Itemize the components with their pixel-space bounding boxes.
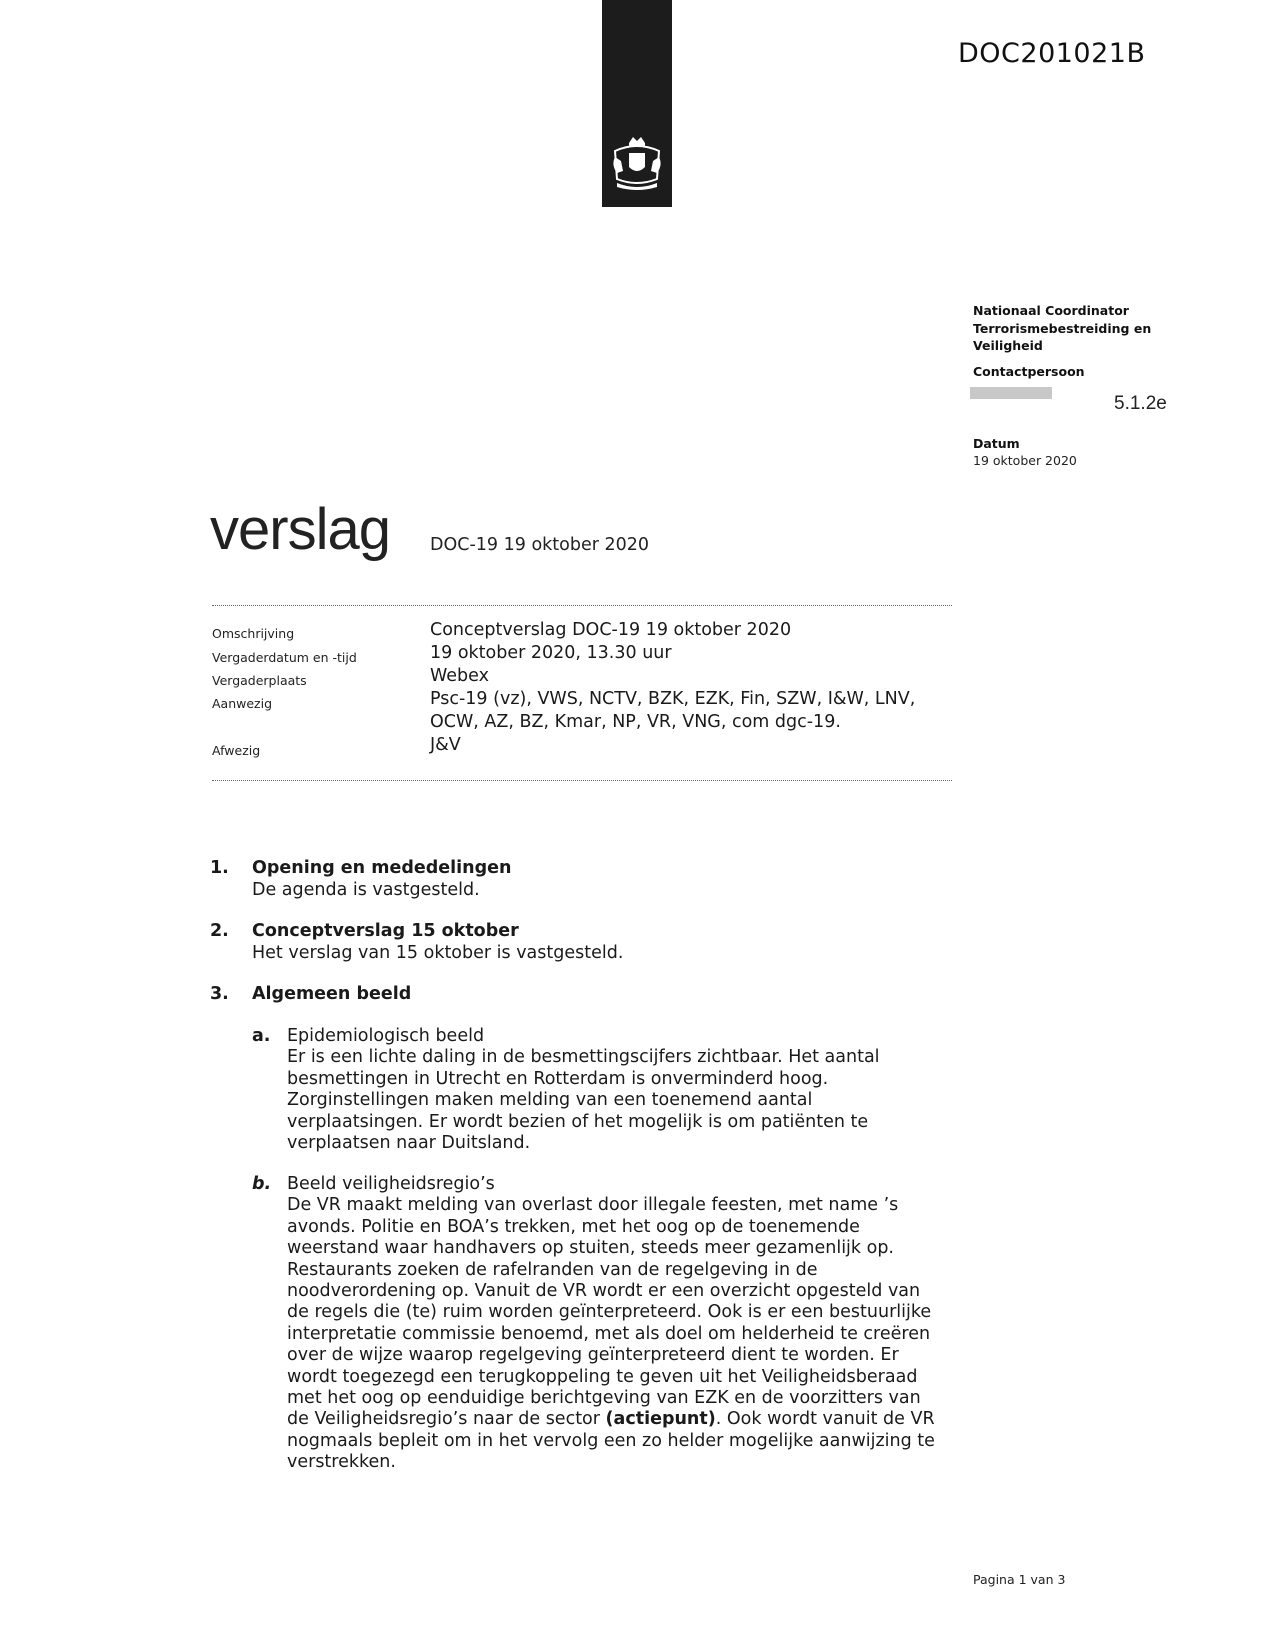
subitem-title: Beeld veiligheidsregio’s: [287, 1174, 495, 1194]
item-title: Opening en mededelingen: [252, 858, 512, 878]
subitem-line-with-action: [287, 1409, 967, 1430]
meta-value-afwezig: J&V: [430, 735, 461, 755]
action-point-marker: (actiepunt): [605, 1409, 716, 1430]
document-id: DOC201021B: [958, 38, 1146, 69]
document-type: verslag: [210, 497, 390, 562]
subitem-beeld-veiligheidsregios: [287, 1174, 967, 1474]
meta-label-plaats: Vergaderplaats: [212, 673, 307, 688]
meta-label-omschrijving: Omschrijving: [212, 626, 295, 641]
date-label: Datum: [973, 436, 1020, 451]
item-title: Algemeen beeld: [252, 984, 412, 1004]
subitem-title: Epidemiologisch beeld: [287, 1026, 485, 1046]
redaction-bar: [970, 387, 1052, 399]
subitem-line: nogmaals bepleit om in het vervolg een zo helder mogelijke aanwijzing te: [287, 1430, 935, 1451]
sender-organisation: Nationaal Coordinator Terrorismebestreiding en Veiligheid: [973, 303, 1152, 353]
subitem-line: Er is een lichte daling in de besmettingscijfers zichtbaar. Het aantal: [287, 1047, 880, 1068]
subitem-line: interpretatie commissie benoemd, met als doel om helderheid te creëren: [287, 1323, 931, 1344]
subitem-line: noodverordening op. Vanuit de VR wordt er een overzicht opgesteld van: [287, 1281, 921, 1302]
redaction-code: 5.1.2e: [1114, 393, 1167, 414]
item-number: 2.: [210, 921, 229, 941]
line-text: de Veiligheidsregio’s naar de sector: [287, 1409, 606, 1430]
subitem-line: avonds. Politie en BOA’s trekken, met het oog op de toenemende: [287, 1216, 860, 1237]
item-text: Het verslag van 15 oktober is vastgesteld.: [252, 943, 624, 963]
meta-label-datum-tijd: Vergaderdatum en -tijd: [212, 650, 357, 665]
meta-label-aanwezig: Aanwezig: [212, 696, 273, 711]
subitem-line: De VR maakt melding van overlast door illegale feesten, met name ’s: [287, 1195, 899, 1216]
item-text: De agenda is vastgesteld.: [252, 880, 480, 900]
subitem-line: Restaurants zoeken de rafelranden van de regelgeving in de: [287, 1259, 818, 1280]
emblem-bar: [602, 0, 672, 207]
line-text: . Ook wordt vanuit de VR: [715, 1409, 935, 1430]
contact-label: Contactpersoon: [973, 364, 1085, 379]
item-number: 3.: [210, 984, 229, 1004]
subitem-letter: b.: [252, 1174, 272, 1194]
item-number: 1.: [210, 858, 229, 878]
meta-value-plaats: Webex: [430, 666, 489, 686]
subitem-letter: a.: [252, 1026, 271, 1046]
subitem-epidemiologisch-beeld: [287, 1026, 967, 1154]
subitem-line: besmettingen in Utrecht en Rotterdam is onverminderd hoog.: [287, 1068, 829, 1089]
meta-value-aanwezig: Psc-19 (vz), VWS, NCTV, BZK, EZK, Fin, SZW, I&W, LNV, OCW, AZ, BZ, Kmar, NP, VR, VNG, com dgc-19.: [430, 689, 916, 732]
divider-bottom: [212, 780, 952, 781]
coat-of-arms-icon: [607, 135, 667, 193]
subitem-line: Zorginstellingen maken melding van een toenemend aantal: [287, 1090, 813, 1111]
item-title: Conceptverslag 15 oktober: [252, 921, 519, 941]
subitem-line: over de wijze waarop regelgeving geïnterpreteerd dient te worden. Er: [287, 1345, 899, 1366]
subitem-line: wordt toegezegd een terugkoppeling te geven uit het Veiligheidsberaad: [287, 1366, 918, 1387]
meta-label-afwezig: Afwezig: [212, 743, 261, 758]
meta-value-datum-tijd: 19 oktober 2020, 13.30 uur: [430, 643, 672, 663]
document-subtitle: DOC-19 19 oktober 2020: [430, 535, 650, 555]
meta-value-omschrijving: Conceptverslag DOC-19 19 oktober 2020: [430, 620, 792, 640]
subitem-line: verstrekken.: [287, 1452, 396, 1473]
subitem-line: weerstand waar handhavers op stuiten, steeds meer gezamenlijk op.: [287, 1238, 894, 1259]
divider-top: [212, 605, 952, 606]
page-number: Pagina 1 van 3: [973, 1572, 1066, 1587]
subitem-line: verplaatsen naar Duitsland.: [287, 1133, 531, 1154]
subitem-line: verplaatsingen. Er wordt bezien of het mogelijk is om patiënten te: [287, 1111, 869, 1132]
subitem-line: de regels die (te) ruim worden geïnterpreteerd. Ook is er een bestuurlijke: [287, 1302, 932, 1323]
date-value: 19 oktober 2020: [973, 453, 1077, 468]
subitem-line: met het oog op eenduidige berichtgeving van EZK en de voorzitters van: [287, 1388, 921, 1409]
